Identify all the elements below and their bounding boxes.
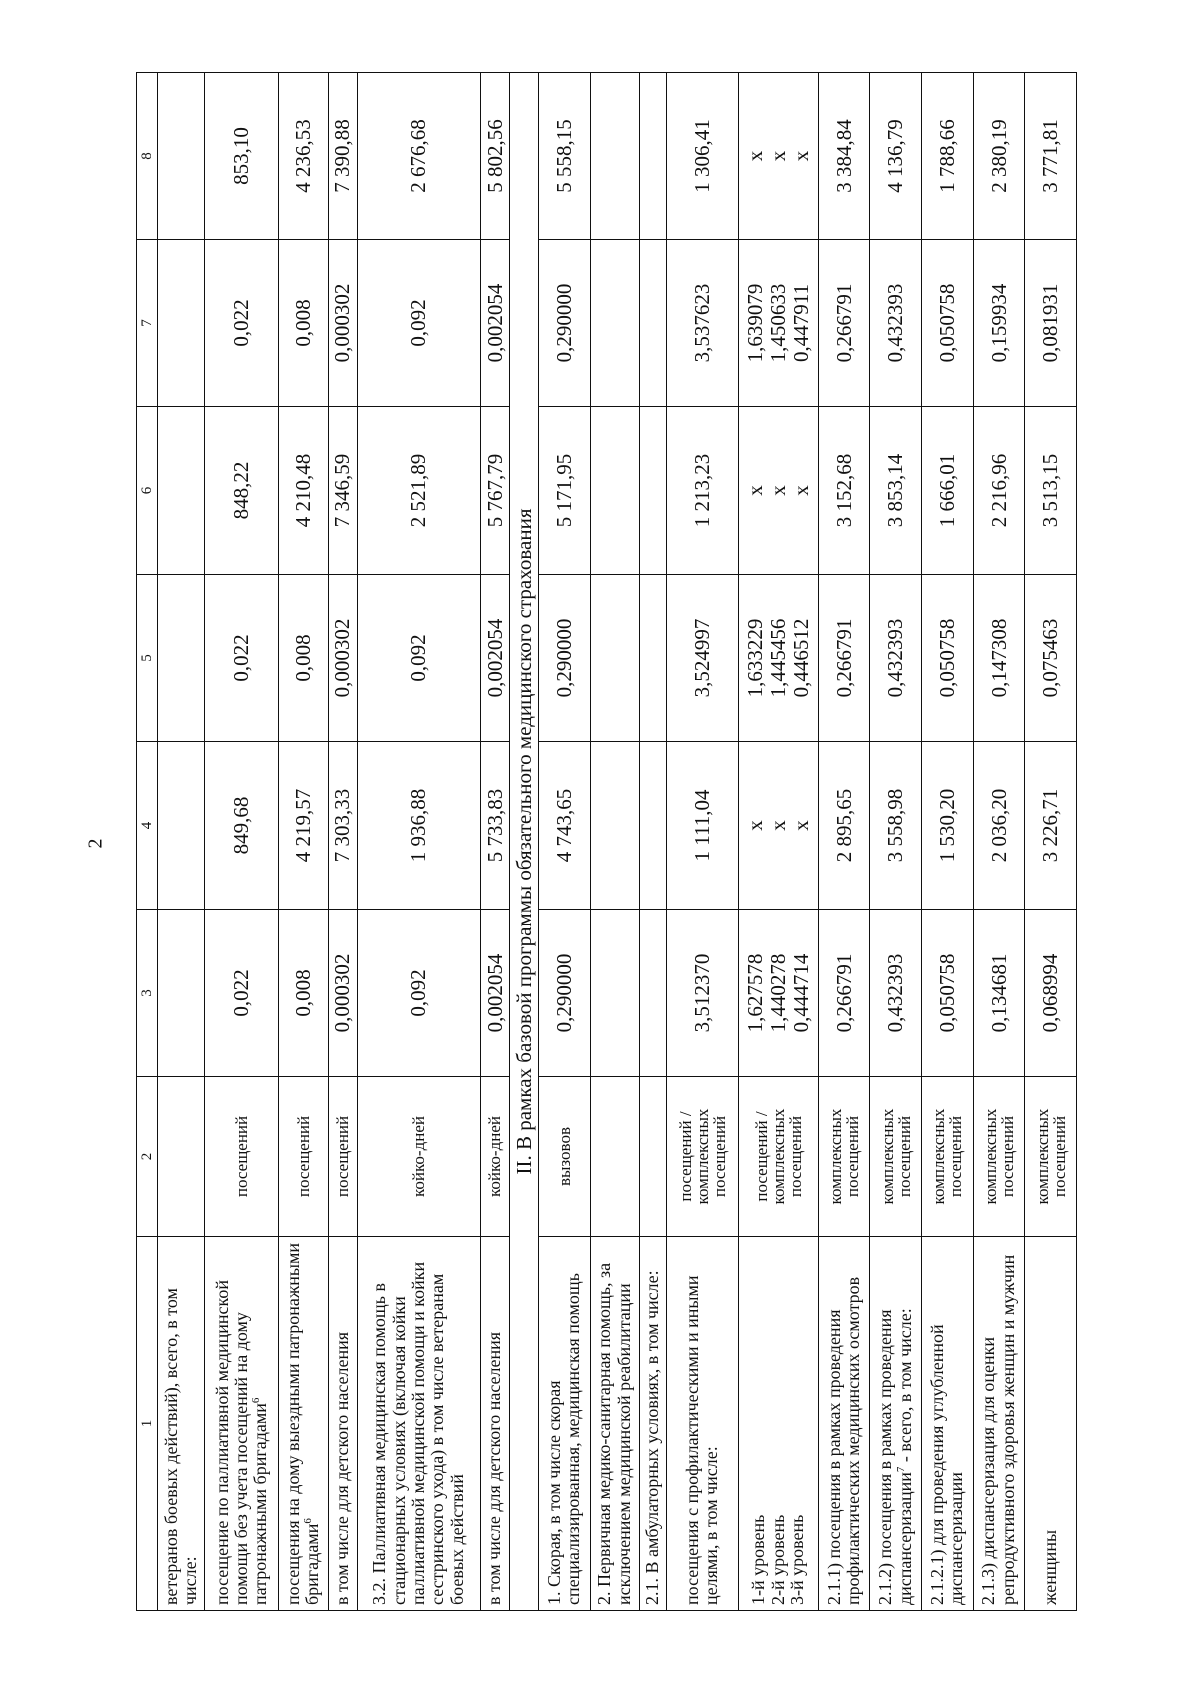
- table-row: [818, 73, 870, 1611]
- value-cell: 0,092: [357, 240, 481, 407]
- unit-cell: посещений: [279, 1077, 328, 1237]
- unit-cell: койко-дней: [357, 1077, 481, 1237]
- value-cell: 0,092: [357, 575, 481, 742]
- value-cell: 3,524997: [667, 575, 739, 742]
- value-cell: 4 219,57: [279, 742, 328, 910]
- value-cell: [640, 742, 667, 910]
- value-cell: 5 733,83: [481, 742, 510, 910]
- value-cell: 5 802,56: [481, 73, 510, 240]
- table-row: [158, 73, 205, 1611]
- level-value: 1,639079: [743, 283, 768, 363]
- column-number-row: [137, 73, 158, 1611]
- value-cell: 0,008: [279, 240, 328, 407]
- value-cell: 1 666,01: [921, 407, 973, 575]
- unit-cell: [738, 1077, 818, 1237]
- level-value: 0,447911: [788, 284, 813, 362]
- row-label: 3.2. Паллиативная медицинская помощь в стационарных условиях (включая койки паллиативной медицинской помощи и койки сестринского ухода) в том числе ветеранам боевых действий: [357, 1237, 481, 1611]
- value-cell: 0,092: [357, 910, 481, 1077]
- value-cell: 0,008: [279, 910, 328, 1077]
- level-value: 1,627578: [743, 953, 768, 1033]
- level-value: х: [788, 150, 813, 162]
- value-cell: [590, 240, 639, 407]
- table-row: [973, 73, 1025, 1611]
- row-label: 1. Скорая, в том числе скорая специализированная, медицинская помощь: [539, 1237, 591, 1611]
- unit-cell: комплексных посещений: [973, 1077, 1025, 1237]
- value-cell: 0,290000: [539, 240, 591, 407]
- unit-cell: посещений: [328, 1077, 357, 1237]
- row-label-text: посещение по паллиативной медицинской помощи без учета посещений на дому патронажными бригадами: [211, 1280, 271, 1605]
- value-cell: 3 226,71: [1025, 742, 1077, 910]
- row-label: ветеранов боевых действий), всего, в том числе:: [158, 1237, 205, 1611]
- value-cell: 0,147308: [973, 575, 1025, 742]
- financing-norms-table: [136, 72, 1077, 1611]
- value-cell: [738, 910, 818, 1077]
- unit-cell: [590, 1077, 639, 1237]
- level-value: 0,444714: [788, 953, 813, 1033]
- value-cell: [640, 73, 667, 240]
- row-label: в том числе для детского населения: [481, 1237, 510, 1611]
- level-label: 3-й уровень: [786, 1514, 807, 1605]
- section-row: [509, 73, 538, 1611]
- value-cell: 0,002054: [481, 910, 510, 1077]
- value-cell: [158, 240, 205, 407]
- value-cell: 1 111,04: [667, 742, 739, 910]
- unit-cell: посещений: [205, 1077, 279, 1237]
- value-cell: 853,10: [205, 73, 279, 240]
- value-cell: [590, 73, 639, 240]
- row-label: [279, 1237, 328, 1611]
- level-value: х: [765, 485, 790, 496]
- row-label: 2.1.1) посещения в рамках проведения профилактических медицинских осмотров: [818, 1237, 870, 1611]
- table-row: [539, 73, 591, 1611]
- row-label: 2.1.3) диспансеризация для оценки репродуктивного здоровья женщин и мужчин: [973, 1237, 1025, 1611]
- level-value: 1,445456: [765, 618, 790, 698]
- level-value: х: [788, 820, 813, 831]
- value-cell: 3 152,68: [818, 407, 870, 575]
- unit-line: посещений /: [751, 1111, 771, 1202]
- table-row: [328, 73, 357, 1611]
- value-cell: 848,22: [205, 407, 279, 575]
- value-cell: 3,512370: [667, 910, 739, 1077]
- value-cell: [640, 407, 667, 575]
- value-cell: [158, 73, 205, 240]
- column-number: 6: [137, 407, 158, 575]
- unit-cell: вызовов: [539, 1077, 591, 1237]
- column-number: 8: [137, 73, 158, 240]
- column-number: 7: [137, 240, 158, 407]
- value-cell: 2 380,19: [973, 73, 1025, 240]
- value-cell: 0,002054: [481, 240, 510, 407]
- table-row: [357, 73, 481, 1611]
- value-cell: 0,022: [205, 240, 279, 407]
- value-cell: 0,432393: [870, 910, 922, 1077]
- unit-line: посещений: [785, 1115, 805, 1198]
- row-label: 2.1. В амбулаторных условиях, в том числе:: [640, 1237, 667, 1611]
- value-cell: 3 384,84: [818, 73, 870, 240]
- value-cell: 4 236,53: [279, 73, 328, 240]
- value-cell: 3 558,98: [870, 742, 922, 910]
- level-value: 1,633229: [743, 618, 768, 698]
- value-cell: 2 676,68: [357, 73, 481, 240]
- value-cell: 0,159934: [973, 240, 1025, 407]
- value-cell: 1 788,66: [921, 73, 973, 240]
- table-row: [640, 73, 667, 1611]
- value-cell: [590, 407, 639, 575]
- column-number: 1: [137, 1237, 158, 1611]
- value-cell: 5 558,15: [539, 73, 591, 240]
- value-cell: [640, 575, 667, 742]
- value-cell: [158, 742, 205, 910]
- value-cell: 3 513,15: [1025, 407, 1077, 575]
- column-number: 4: [137, 742, 158, 910]
- value-cell: 2 036,20: [973, 742, 1025, 910]
- table-row: [590, 73, 639, 1611]
- value-cell: [738, 575, 818, 742]
- level-value: х: [788, 485, 813, 496]
- value-cell: 1 530,20: [921, 742, 973, 910]
- level-value: х: [743, 820, 768, 831]
- value-cell: 0,000302: [328, 575, 357, 742]
- table-row: [205, 73, 279, 1611]
- value-cell: 2 216,96: [973, 407, 1025, 575]
- row-label: [870, 1237, 922, 1611]
- value-cell: 0,022: [205, 575, 279, 742]
- column-number: 2: [137, 1077, 158, 1237]
- value-cell: 2 521,89: [357, 407, 481, 575]
- table-row-levels: [738, 73, 818, 1611]
- value-cell: 0,008: [279, 575, 328, 742]
- table-row: [921, 73, 973, 1611]
- value-cell: 1 306,41: [667, 73, 739, 240]
- row-label: [738, 1237, 818, 1611]
- value-cell: 4 210,48: [279, 407, 328, 575]
- row-label-text: 2.1.2) посещения в рамках проведения диспансеризации: [875, 1309, 915, 1605]
- level-value: 1,450633: [765, 283, 790, 363]
- unit-cell: комплексных посещений: [870, 1077, 922, 1237]
- value-cell: 3 771,81: [1025, 73, 1077, 240]
- value-cell: [738, 240, 818, 407]
- row-label: [205, 1237, 279, 1611]
- column-number: 3: [137, 910, 158, 1077]
- value-cell: [738, 742, 818, 910]
- value-cell: 0,266791: [818, 910, 870, 1077]
- level-label: 2-й уровень: [767, 1514, 788, 1605]
- table-row: [870, 73, 922, 1611]
- unit-cell: комплексных посещений: [921, 1077, 973, 1237]
- value-cell: 7 346,59: [328, 407, 357, 575]
- value-cell: 849,68: [205, 742, 279, 910]
- column-number: 5: [137, 575, 158, 742]
- unit-cell: [158, 1077, 205, 1237]
- value-cell: 0,002054: [481, 575, 510, 742]
- value-cell: 0,432393: [870, 575, 922, 742]
- row-label: в том числе для детского населения: [328, 1237, 357, 1611]
- value-cell: [590, 742, 639, 910]
- table-row: [1025, 73, 1077, 1611]
- unit-line: комплексных: [768, 1108, 788, 1205]
- row-label-tail: - всего, в том числе:: [894, 1308, 915, 1467]
- unit-cell: комплексных посещений: [1025, 1077, 1077, 1237]
- unit-cell: [640, 1077, 667, 1237]
- value-cell: 0,290000: [539, 575, 591, 742]
- row-label-text: посещения на дому выездными патронажными бригадами: [283, 1242, 323, 1605]
- value-cell: 0,432393: [870, 240, 922, 407]
- value-cell: 1 936,88: [357, 742, 481, 910]
- row-label: 2. Первичная медико-санитарная помощь, за исключением медицинской реабилитации: [590, 1237, 639, 1611]
- value-cell: 0,266791: [818, 575, 870, 742]
- value-cell: 0,266791: [818, 240, 870, 407]
- value-cell: [158, 407, 205, 575]
- value-cell: [738, 73, 818, 240]
- unit-cell: комплексных посещений: [818, 1077, 870, 1237]
- value-cell: 4 743,65: [539, 742, 591, 910]
- level-value: 0,446512: [788, 618, 813, 698]
- footnote-mark: 6: [250, 1397, 263, 1404]
- value-cell: 3,537623: [667, 240, 739, 407]
- value-cell: 0,075463: [1025, 575, 1077, 742]
- value-cell: 0,081931: [1025, 240, 1077, 407]
- value-cell: 7 390,88: [328, 73, 357, 240]
- unit-cell: койко-дней: [481, 1077, 510, 1237]
- value-cell: 0,000302: [328, 240, 357, 407]
- rotated-table-container: [136, 73, 1077, 1611]
- table-row: [481, 73, 510, 1611]
- value-cell: [158, 910, 205, 1077]
- value-cell: 2 895,65: [818, 742, 870, 910]
- value-cell: [590, 575, 639, 742]
- level-value: х: [743, 485, 768, 496]
- value-cell: [158, 575, 205, 742]
- value-cell: [590, 910, 639, 1077]
- value-cell: 0,000302: [328, 910, 357, 1077]
- level-label: 1-й уровень: [748, 1514, 769, 1605]
- page-number: 2: [84, 838, 107, 849]
- row-label: 2.1.2.1) для проведения углубленной диспансеризации: [921, 1237, 973, 1611]
- value-cell: 0,050758: [921, 575, 973, 742]
- value-cell: 1 213,23: [667, 407, 739, 575]
- level-value: х: [743, 150, 768, 162]
- value-cell: 0,290000: [539, 910, 591, 1077]
- value-cell: [640, 910, 667, 1077]
- value-cell: 0,050758: [921, 910, 973, 1077]
- value-cell: 7 303,33: [328, 742, 357, 910]
- value-cell: [738, 407, 818, 575]
- footnote-mark: 6: [302, 1518, 315, 1524]
- value-cell: 0,134681: [973, 910, 1025, 1077]
- value-cell: 5 767,79: [481, 407, 510, 575]
- row-label: женщины: [1025, 1237, 1077, 1611]
- value-cell: 0,022: [205, 910, 279, 1077]
- level-value: х: [765, 150, 790, 162]
- value-cell: 0,050758: [921, 240, 973, 407]
- value-cell: 3 853,14: [870, 407, 922, 575]
- value-cell: [640, 240, 667, 407]
- footnote-mark: 7: [894, 1466, 907, 1473]
- table-row: [667, 73, 739, 1611]
- value-cell: 4 136,79: [870, 73, 922, 240]
- section-title: II. В рамках базовой программы обязательного медицинского страхования: [509, 73, 538, 1611]
- level-value: 1,440278: [765, 953, 790, 1033]
- level-value: х: [765, 820, 790, 831]
- unit-cell: посещений / комплексных посещений: [667, 1077, 739, 1237]
- value-cell: 0,068994: [1025, 910, 1077, 1077]
- table-row: [279, 73, 328, 1611]
- value-cell: 5 171,95: [539, 407, 591, 575]
- row-label: посещения с профилактическими и иными целями, в том числе:: [667, 1237, 739, 1611]
